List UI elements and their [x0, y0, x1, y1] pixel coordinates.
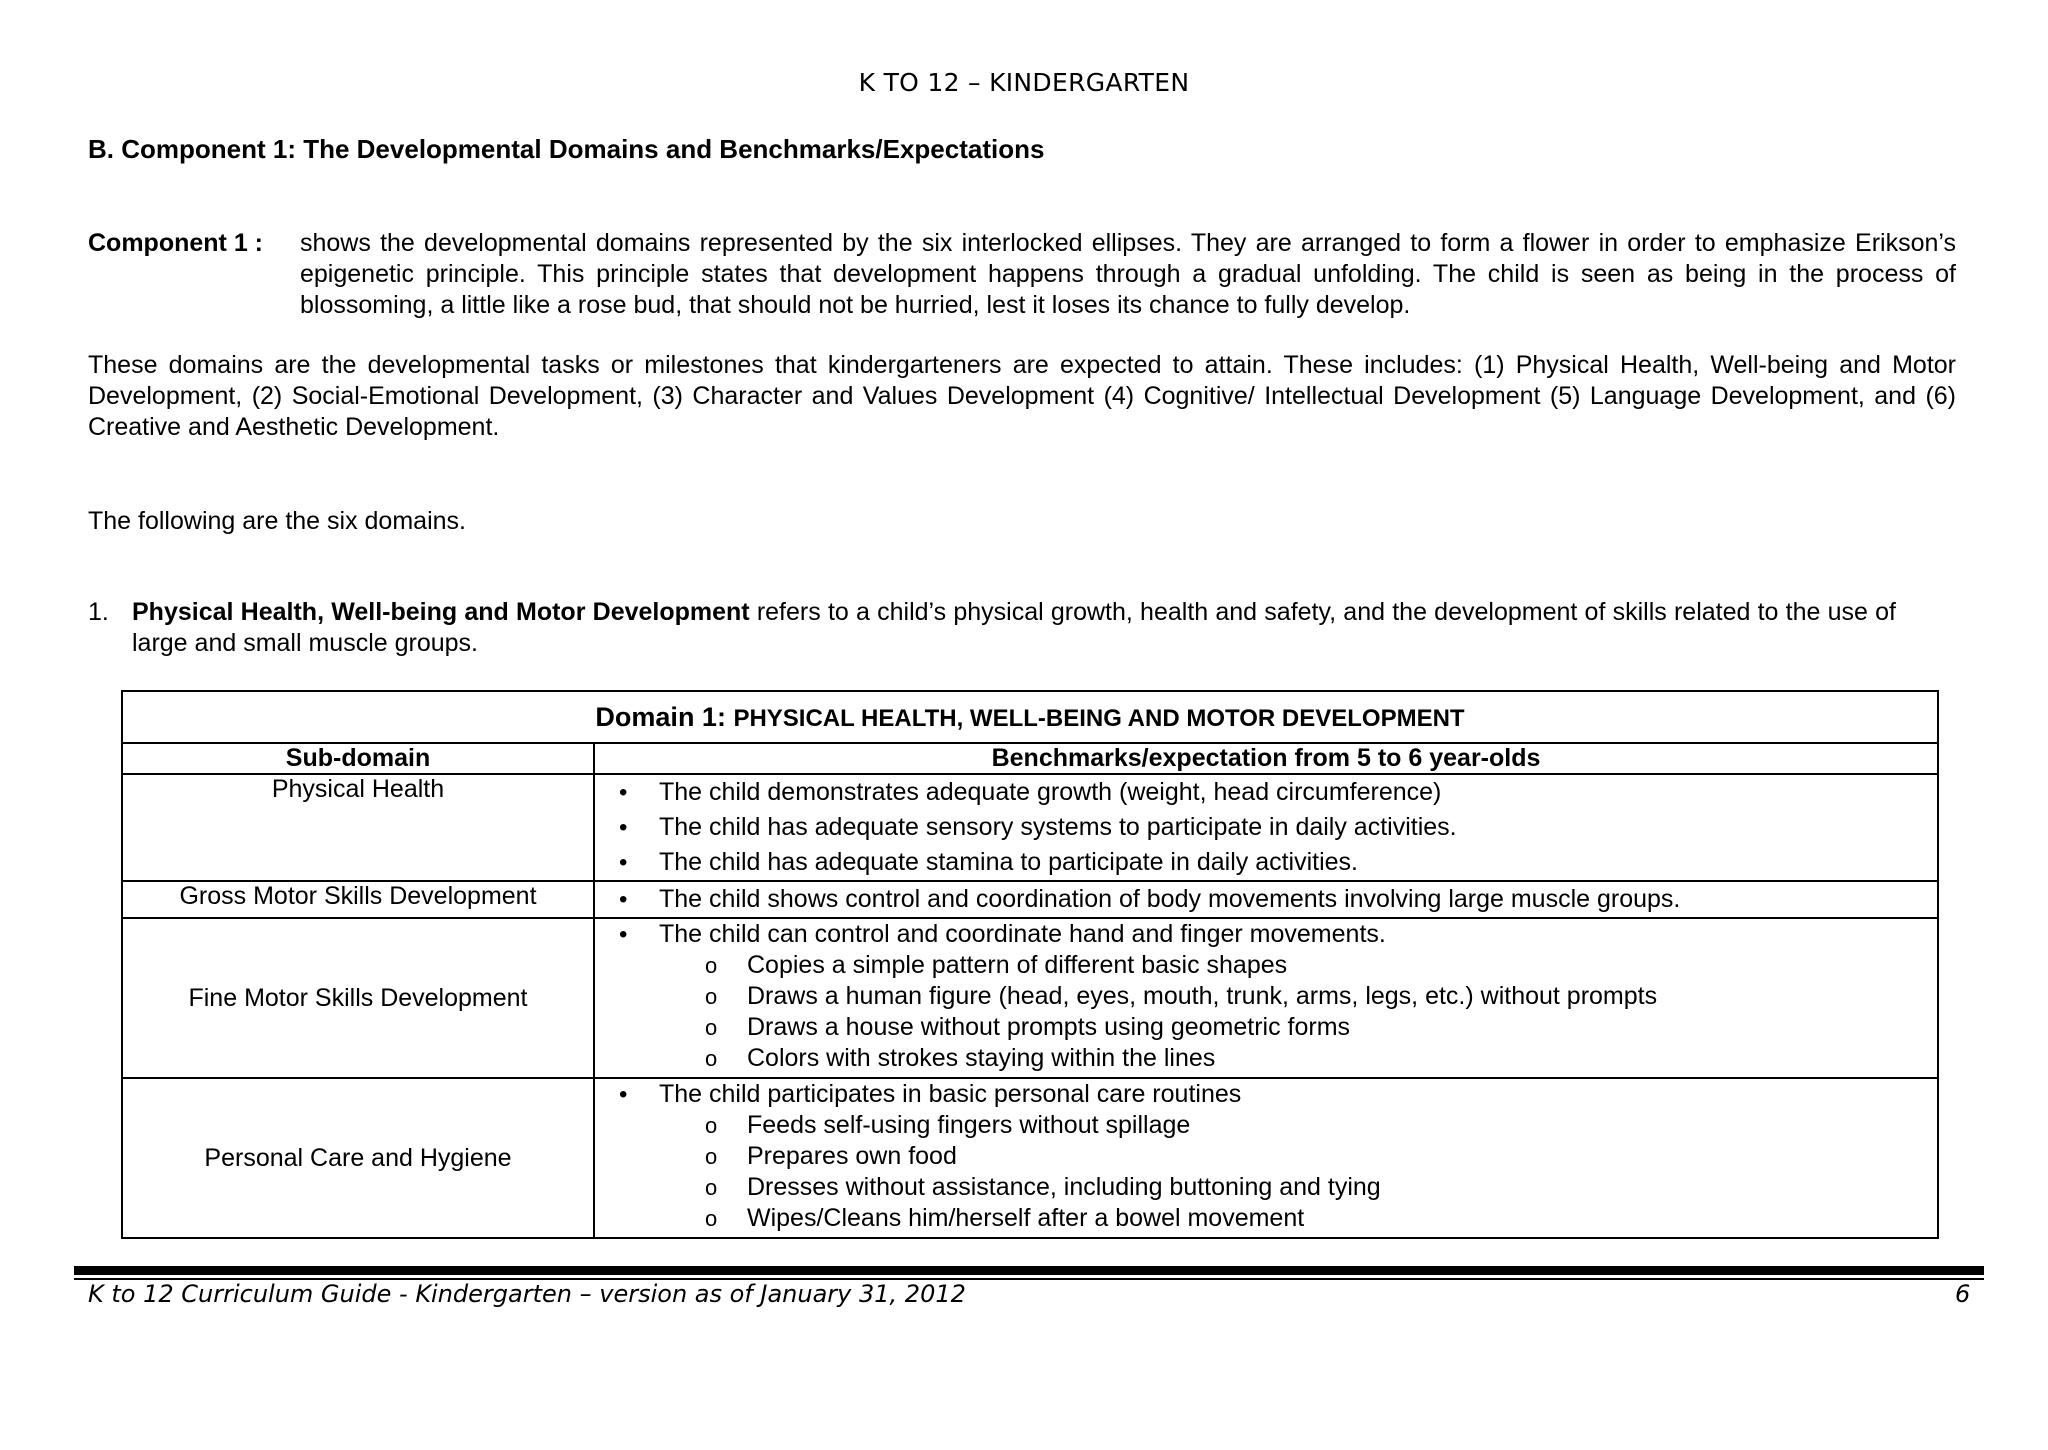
- subdomain-cell: Fine Motor Skills Development: [122, 918, 594, 1078]
- domains-intro: The following are the six domains.: [88, 507, 466, 535]
- item-definition: refers to a child’s physical growth, health and safety, and the development of skills related to the use of large and small muscle groups.: [132, 598, 1896, 657]
- page-number: 6: [1955, 1280, 1971, 1308]
- component-label: Component 1 :: [88, 229, 263, 257]
- benchmark-subitem: o Draws a house without prompts using geometric forms: [615, 1012, 1937, 1043]
- section-title: B. Component 1: The Developmental Domains and Benchmarks/Expectations: [88, 134, 1045, 164]
- benchmark-bullet-text: The child participates in basic personal care routines: [659, 1080, 1242, 1108]
- benchmark-subitem: o Colors with strokes staying within the lines: [615, 1043, 1937, 1074]
- benchmark-cell: [594, 1078, 1938, 1238]
- benchmark-cell: [594, 881, 1938, 918]
- column-header-benchmarks: Benchmarks/expectation from 5 to 6 year-olds: [594, 743, 1938, 774]
- benchmark-subitem: o Wipes/Cleans him/herself after a bowel movement: [615, 1203, 1937, 1234]
- column-header-subdomain: Sub-domain: [122, 743, 594, 774]
- table-row: [122, 918, 1938, 1078]
- footer-document-title: K to 12 Curriculum Guide - Kindergarten – version as of January 31, 2012: [88, 1280, 966, 1308]
- benchmark-bullet: • The child has adequate sensory systems to participate in daily activities.: [615, 810, 1937, 845]
- benchmark-bullet: [615, 919, 1937, 1074]
- item-bold-term: Physical Health, Well-being and Motor Development: [132, 598, 750, 626]
- benchmark-bullet: [615, 1079, 1937, 1234]
- benchmark-cell: [594, 918, 1938, 1078]
- subdomain-cell: Personal Care and Hygiene: [122, 1078, 594, 1238]
- domains-paragraph: These domains are the developmental tasks or milestones that kindergarteners are expected to attain. These includes: (1) Physical Health, Well-being and Motor Development, (2) Social-Emotional Development, (3) Character and Values Development (4) Cognitive/ Intellectual Development (5) Language Development, and (6) Creative and Aesthetic Development.: [88, 351, 1956, 441]
- component-text: shows the developmental domains represented by the six interlocked ellipses. They are arranged to form a flower in order to emphasize Erikson’s epigenetic principle. This principle states that development happens through a gradual unfolding. The child is seen as being in the process of blossoming, a little like a rose bud, that should not be hurried, lest it loses its chance to fully develop.: [300, 229, 1956, 319]
- item-text: [132, 597, 1896, 659]
- benchmark-subitem: o Feeds self-using fingers without spillage: [615, 1110, 1937, 1141]
- benchmark-subitem: o Draws a human figure (head, eyes, mouth, trunk, arms, legs, etc.) without prompts: [615, 981, 1937, 1012]
- table-title-main: PHYSICAL HEALTH, WELL-BEING AND MOTOR DEVELOPMENT: [733, 704, 1465, 732]
- benchmark-bullet: • The child shows control and coordination of body movements involving large muscle groups.: [615, 882, 1937, 917]
- benchmark-bullet-text: The child can control and coordinate hand and finger movements.: [659, 920, 1386, 948]
- benchmark-bullet: • The child demonstrates adequate growth (weight, head circumference): [615, 775, 1937, 810]
- subdomain-cell: Gross Motor Skills Development: [122, 881, 594, 918]
- benchmark-bullet: • The child has adequate stamina to participate in daily activities.: [615, 845, 1937, 880]
- benchmark-subitem: o Dresses without assistance, including buttoning and tying: [615, 1172, 1937, 1203]
- table-title: [122, 691, 1938, 743]
- table-row: [122, 881, 1938, 918]
- item-number: 1.: [88, 598, 109, 626]
- table-row: [122, 774, 1938, 881]
- footer-divider: [74, 1266, 1984, 1275]
- page-header: K TO 12 – KINDERGARTEN: [858, 68, 1190, 97]
- benchmark-subitem: o Copies a simple pattern of different basic shapes: [615, 950, 1937, 981]
- table-row: [122, 1078, 1938, 1238]
- benchmark-cell: [594, 774, 1938, 881]
- table-title-prefix: Domain 1:: [595, 701, 734, 732]
- subdomain-cell: Physical Health: [122, 774, 594, 881]
- domain-1-table: [121, 690, 1939, 1239]
- benchmark-subitem: o Prepares own food: [615, 1141, 1937, 1172]
